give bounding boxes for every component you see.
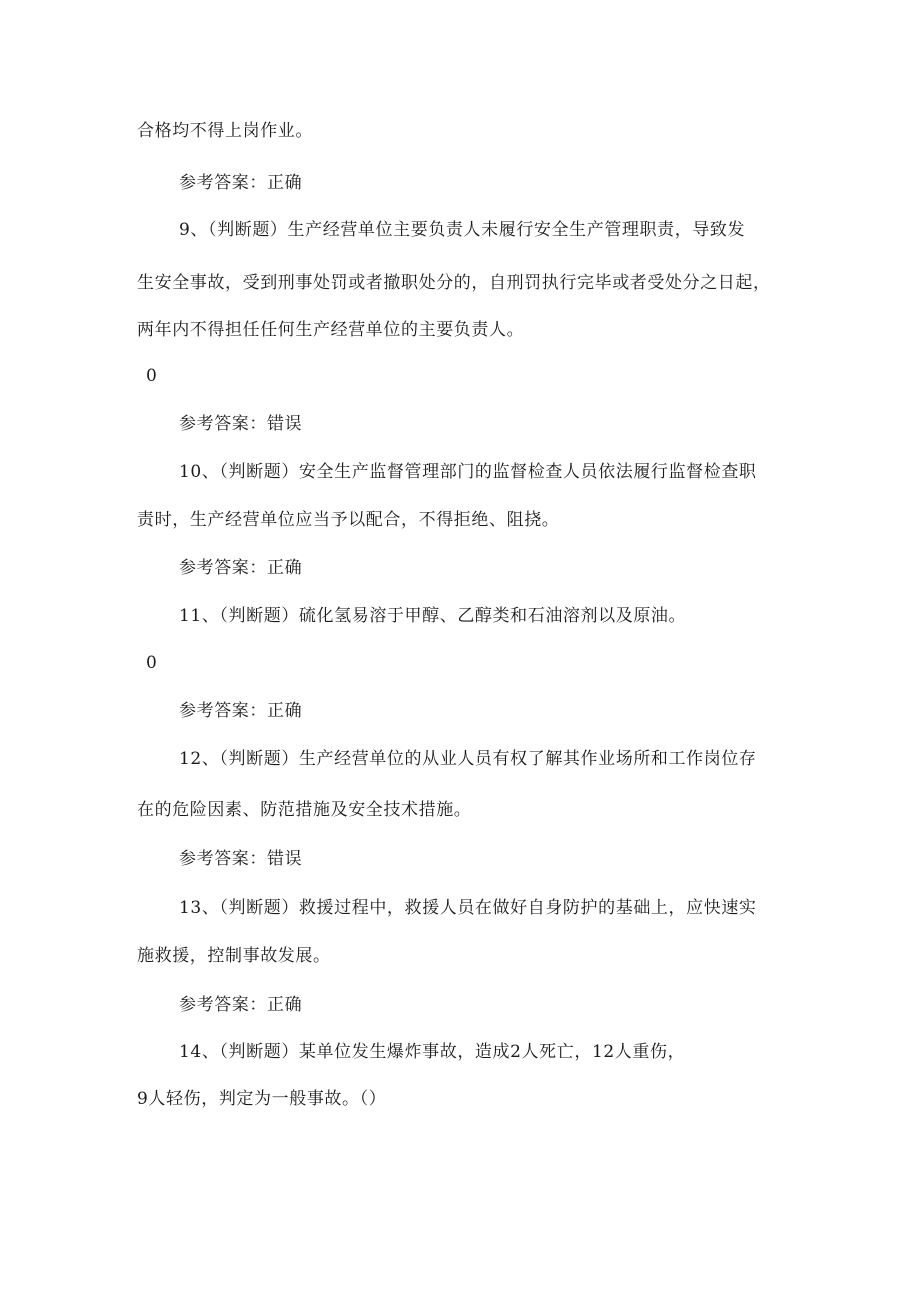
answer-value: 正确: [267, 701, 303, 721]
answer-line: [179, 993, 302, 1017]
continuation-text: 合格均不得上岗作业。: [137, 121, 313, 141]
answer-line: [179, 412, 302, 436]
question-11-bracket: 0: [146, 653, 158, 673]
answer-line: [179, 556, 302, 580]
question-9-line-2: 生安全事故，受到刑事处罚或者撤职处分的，自刑罚执行完毕或者受处分之日起，: [137, 273, 771, 293]
answer-label: 参考答案：: [179, 849, 267, 869]
answer-label: 参考答案：: [179, 995, 267, 1015]
question-13-line-2: 施救援，控制事故发展。: [137, 946, 331, 966]
answer-line: [179, 171, 302, 195]
answer-line: [179, 847, 302, 871]
answer-value: 正确: [267, 173, 303, 193]
answer-label: 参考答案：: [179, 414, 267, 434]
question-10-line-1: 10、（判断题）安全生产监督管理部门的监督检查人员依法履行监督检查职: [179, 462, 757, 482]
answer-value: 错误: [267, 849, 303, 869]
question-13-line-1: 13、（判断题）救援过程中，救援人员在做好自身防护的基础上，应快速实: [179, 898, 757, 918]
answer-label: 参考答案：: [179, 173, 267, 193]
question-9-line-3: 两年内不得担任任何生产经营单位的主要负责人。: [137, 320, 525, 340]
answer-value: 正确: [267, 558, 303, 578]
question-11-line-1: 11、（判断题）硫化氢易溶于甲醇、乙醇类和石油溶剂以及原油。: [179, 606, 687, 626]
question-9-line-1: 9、（判断题）生产经营单位主要负责人未履行安全生产管理职责，导致发: [179, 220, 746, 240]
question-14-line-1: 14、（判断题）某单位发生爆炸事故，造成2人死亡，12人重伤，: [179, 1042, 686, 1062]
question-10-line-2: 责时，生产经营单位应当予以配合，不得拒绝、阻挠。: [137, 510, 560, 530]
answer-value: 正确: [267, 995, 303, 1015]
question-14-line-2: 9人轻伤，判定为一般事故。（）: [137, 1089, 387, 1109]
answer-label: 参考答案：: [179, 558, 267, 578]
question-12-line-1: 12、（判断题）生产经营单位的从业人员有权了解其作业场所和工作岗位存: [179, 749, 757, 769]
question-12-line-2: 在的危险因素、防范措施及安全技术措施。: [137, 800, 472, 820]
answer-line: [179, 699, 302, 723]
answer-label: 参考答案：: [179, 701, 267, 721]
answer-value: 错误: [267, 414, 303, 434]
question-9-bracket: 0: [146, 366, 158, 386]
